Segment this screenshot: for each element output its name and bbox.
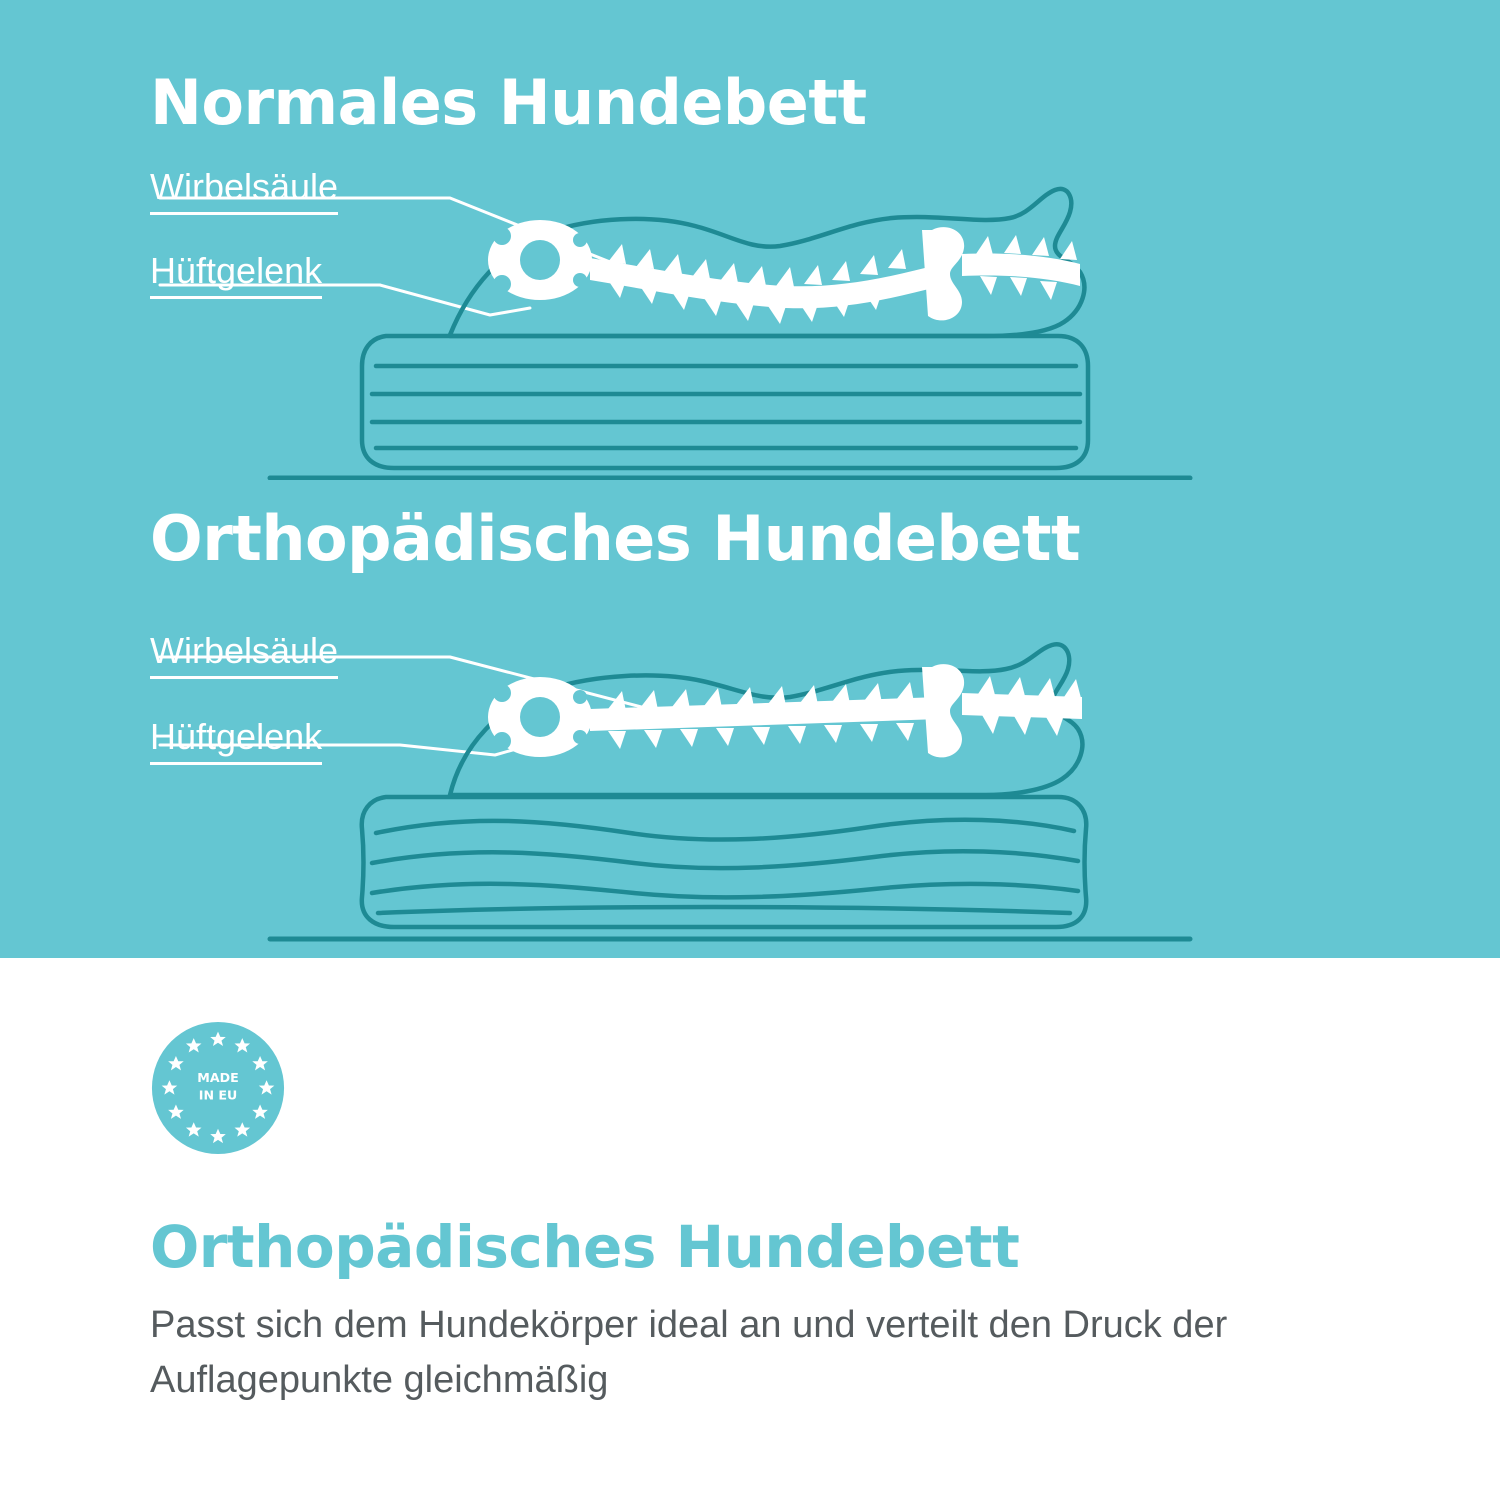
label-hip-ortho: Hüftgelenk — [150, 718, 322, 765]
product-description: Passt sich dem Hundekörper ideal an und verteilt den Druck der Auflagepunkte gleichmäßig — [150, 1304, 1228, 1402]
badge-line1: MADE — [197, 1070, 239, 1086]
product-title: Orthopädisches Hundebett — [150, 1213, 1020, 1281]
section-title-ortho-bed: Orthopädisches Hundebett — [150, 502, 1081, 575]
label-spine-normal: Wirbelsäule — [150, 168, 338, 215]
badge-line2: IN EU — [198, 1087, 238, 1103]
ortho-bed-illustration — [150, 605, 1350, 945]
label-spine-ortho: Wirbelsäule — [150, 632, 338, 679]
section-title-normal-bed: Normales Hundebett — [150, 66, 867, 139]
product-info-panel — [0, 958, 1500, 1500]
normal-bed-illustration — [150, 140, 1350, 480]
made-in-eu-badge-icon — [150, 1020, 286, 1156]
label-hip-normal: Hüftgelenk — [150, 252, 322, 299]
